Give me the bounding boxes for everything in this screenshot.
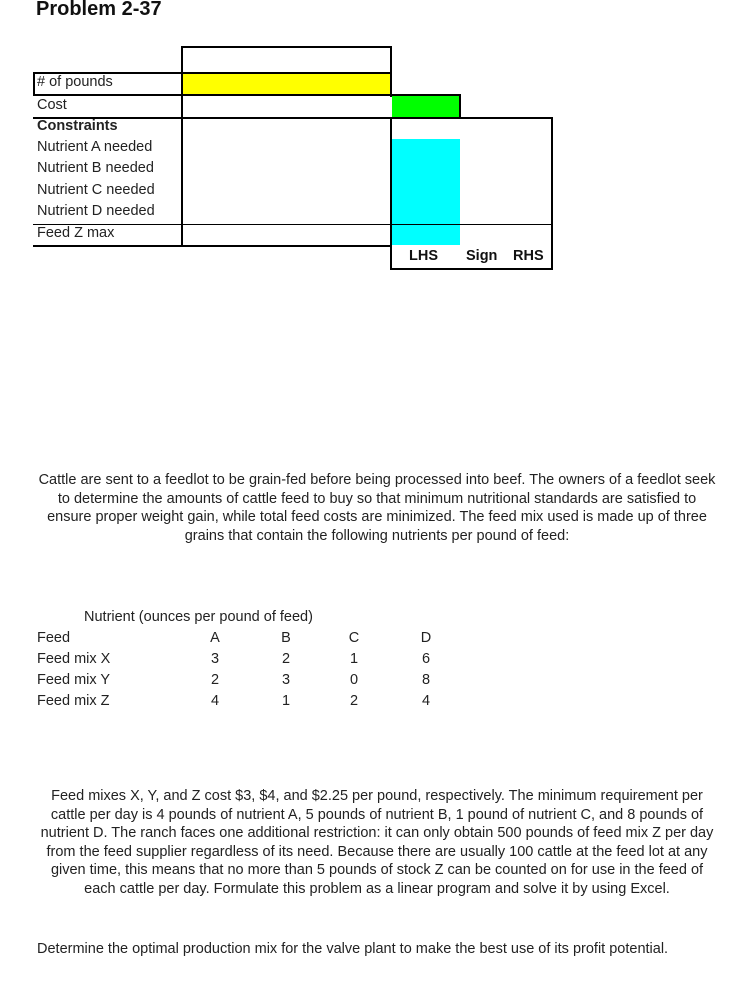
pounds-label: # of pounds	[37, 74, 113, 90]
table-cell: 3	[210, 651, 220, 667]
problem-description: Cattle are sent to a feedlot to be grain-fed before being processed into beef. The owners of a feedlot seek to determine the amounts of cattle feed to buy so that minimum nutritional standards are satisfied to ensure proper weight gain, while total feed costs are minimized. The feed mix used is made up of three grains that contain the following nutrients per pound of feed:	[38, 472, 716, 544]
headers-bottom	[390, 268, 553, 270]
page-title: Problem 2-37	[36, 0, 162, 20]
feed-z-max-label: Feed Z max	[37, 225, 115, 241]
rhs-header: RHS	[513, 248, 544, 264]
table-cell: 3	[281, 672, 291, 688]
constraints-bottom	[33, 245, 392, 247]
table-row-label: Feed mix Z	[37, 693, 110, 709]
objective-cell-right	[459, 94, 461, 118]
header-box-top	[181, 46, 392, 48]
decision-variable-cells[interactable]	[183, 74, 390, 94]
constraints-label: Constraints	[37, 118, 118, 134]
table-cell: 2	[349, 693, 359, 709]
column-header: A	[210, 630, 220, 646]
sign-header: Sign	[466, 248, 498, 264]
cost-label: Cost	[37, 97, 67, 113]
rhs-right-border	[551, 117, 553, 270]
pounds-row-bottom	[33, 94, 392, 96]
table-cell: 2	[281, 651, 291, 667]
lhs-header: LHS	[409, 248, 438, 264]
table-cell: 6	[421, 651, 431, 667]
objective-cell-top	[390, 94, 461, 96]
nutrient-table-caption: Nutrient (ounces per pound of feed)	[84, 609, 313, 625]
pounds-row-left	[33, 72, 35, 96]
column-header: B	[281, 630, 291, 646]
column-header: D	[420, 630, 432, 646]
footer-instruction: Determine the optimal production mix for the valve plant to make the best use of its profit potential.	[37, 941, 669, 957]
nutrient-c-label: Nutrient C needed	[37, 182, 155, 198]
nutrient-a-label: Nutrient A needed	[37, 139, 153, 155]
table-row-label: Feed mix X	[37, 651, 111, 667]
cost-requirements-description: Feed mixes X, Y, and Z cost $3, $4, and $2.25 per pound, respectively. The minimum requirement per cattle per day is 4 pounds of nutrient A, 5 pounds of nutrient B, 1 pound of nutrient C, and 8 pounds of nutrient D. The ranch faces one additional restriction: it can only obtain 500 pounds of feed mix Z per day from the feed supplier regardless of its need. Because there are usually 100 cattle at the feed lot at any given time, this means that no more than 5 pounds of stock Z can be counted on for use in the feed of each cattle per day. Formulate this problem as a linear program and solve it by using Excel.	[40, 788, 714, 897]
nutrient-d-label: Nutrient D needed	[37, 203, 155, 219]
feed-header: Feed	[37, 630, 71, 646]
table-cell: 1	[281, 693, 291, 709]
table-cell: 2	[210, 672, 220, 688]
table-cell: 1	[349, 651, 359, 667]
table-cell: 4	[210, 693, 220, 709]
table-cell: 0	[349, 672, 359, 688]
column-header: C	[348, 630, 360, 646]
nutrient-b-label: Nutrient B needed	[37, 160, 154, 176]
table-cell: 4	[421, 693, 431, 709]
objective-cell[interactable]	[392, 96, 459, 117]
lhs-cells[interactable]	[392, 139, 460, 245]
table-cell: 8	[421, 672, 431, 688]
table-row-label: Feed mix Y	[37, 672, 111, 688]
